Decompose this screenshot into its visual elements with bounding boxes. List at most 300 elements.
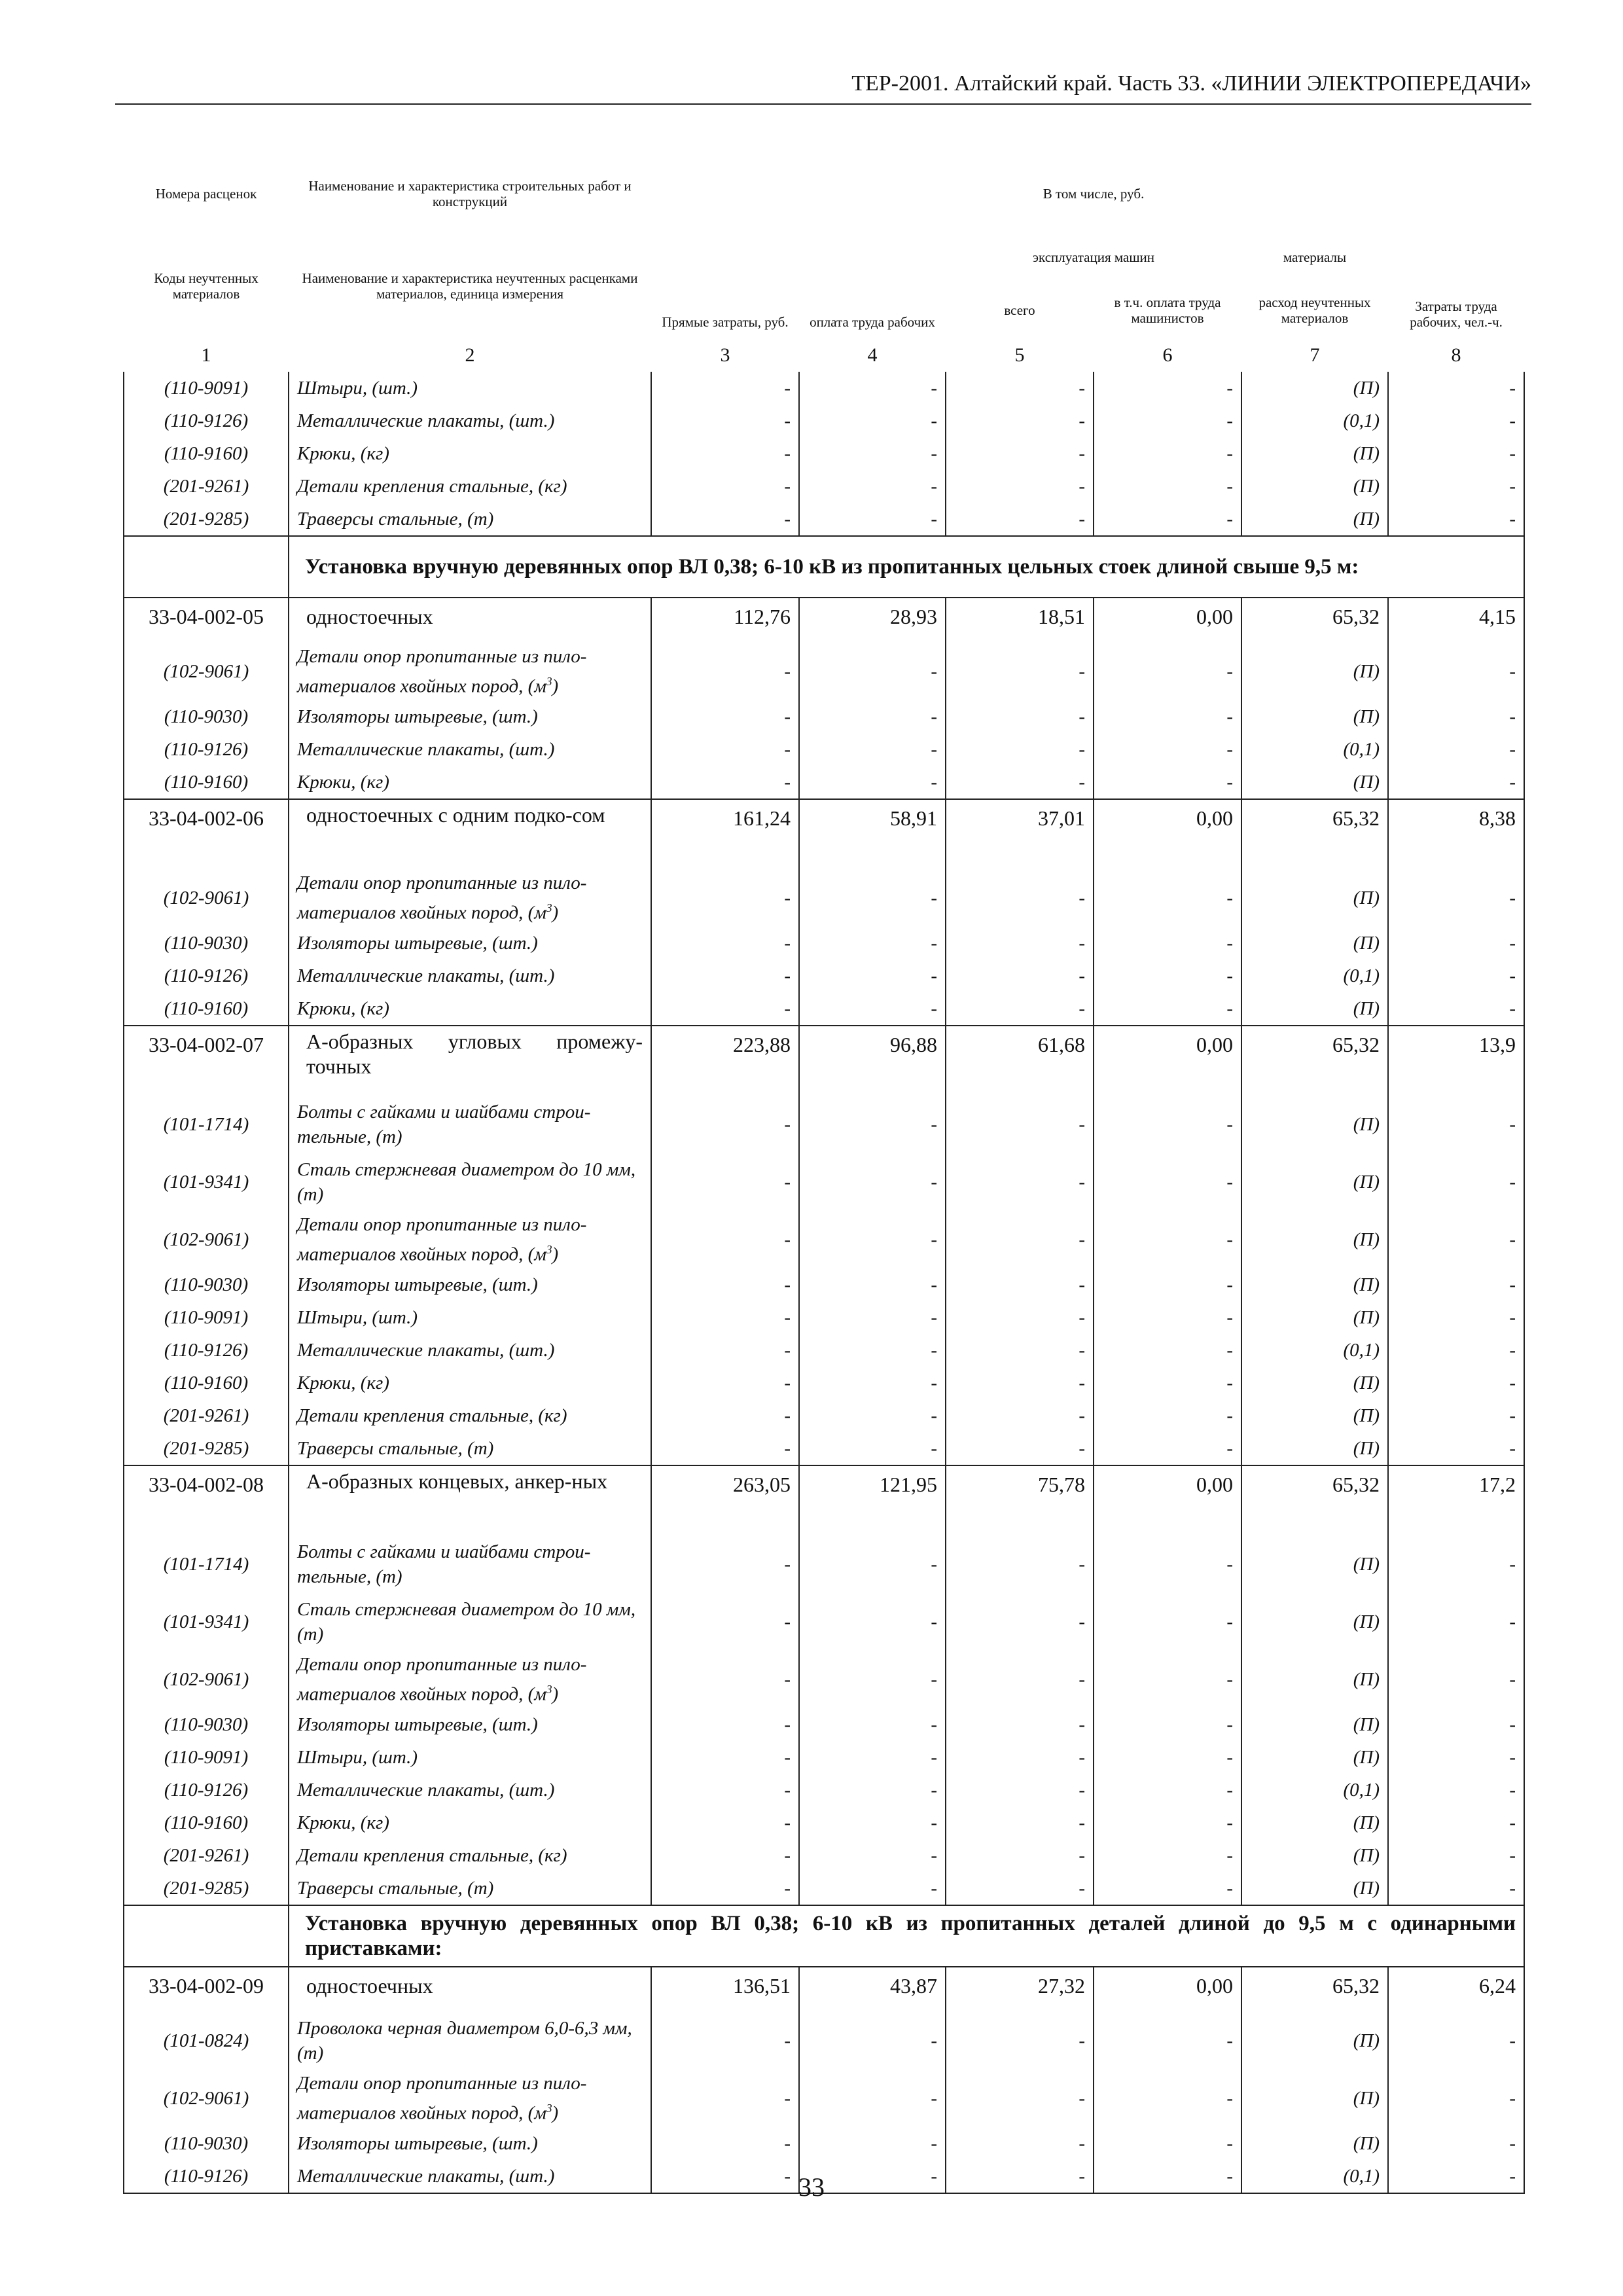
material-row <box>124 733 1524 766</box>
work-name: А-образных угловых промежу-точных <box>289 1026 651 1096</box>
unit-close: ) <box>552 902 559 924</box>
value-c5: - <box>946 1806 1094 1839</box>
material-name <box>289 1651 651 1708</box>
material-row <box>124 1741 1524 1774</box>
material-code: (110-9091) <box>124 372 289 404</box>
column-number: 4 <box>867 344 878 366</box>
material-name: Траверсы стальные, (т) <box>289 1432 651 1465</box>
value-c3: 112,76 <box>651 598 799 643</box>
material-row <box>124 1399 1524 1432</box>
value-c5: - <box>946 1334 1094 1367</box>
material-row <box>124 437 1524 470</box>
value-c8: - <box>1388 1806 1524 1839</box>
value-c5: - <box>946 1535 1094 1593</box>
value-c5: - <box>946 766 1094 799</box>
value-c5: - <box>946 1708 1094 1741</box>
material-row <box>124 1774 1524 1806</box>
value-c5: 61,68 <box>946 1026 1094 1096</box>
value-c6: - <box>1094 372 1241 404</box>
value-c5: - <box>946 372 1094 404</box>
material-code: (101-1714) <box>124 1535 289 1593</box>
material-name: Изоляторы штыревые, (шт.) <box>289 1708 651 1741</box>
value-c3: - <box>651 2070 799 2127</box>
column-number-row <box>124 339 1524 372</box>
value-c6: - <box>1094 2127 1241 2160</box>
value-c8: - <box>1388 1096 1524 1153</box>
material-row <box>124 1872 1524 1905</box>
material-code: (201-9261) <box>124 470 289 503</box>
material-row <box>124 992 1524 1026</box>
value-c3: - <box>651 1593 799 1651</box>
value-c8: - <box>1388 700 1524 733</box>
rate-code: 33-04-002-09 <box>124 1967 289 2012</box>
column-number: 2 <box>465 344 475 366</box>
header-col5: всего <box>1004 302 1035 318</box>
value-c6: - <box>1094 1096 1241 1153</box>
value-c5: - <box>946 470 1094 503</box>
value-c6: - <box>1094 700 1241 733</box>
material-code: (201-9285) <box>124 503 289 536</box>
value-c6: - <box>1094 1651 1241 1708</box>
header-group: В том числе, руб. <box>1043 186 1145 202</box>
unit-exponent: 3 <box>546 2102 552 2115</box>
material-name: Траверсы стальные, (т) <box>289 503 651 536</box>
unit-close: ) <box>552 1683 559 1705</box>
value-c7: (П) <box>1241 992 1388 1026</box>
value-c3: 161,24 <box>651 799 799 869</box>
value-c3: - <box>651 960 799 992</box>
value-c4: - <box>799 1399 946 1432</box>
material-name: Крюки, (кг) <box>289 766 651 799</box>
value-c7: (П) <box>1241 2070 1388 2127</box>
value-c4: - <box>799 404 946 437</box>
value-c7: (П) <box>1241 1593 1388 1651</box>
material-name-text: Детали опор пропитанные из пило-материалов хвойных пород, (м <box>297 872 587 924</box>
rate-row <box>124 799 1524 869</box>
value-c8: - <box>1388 869 1524 927</box>
value-c4: 28,93 <box>799 598 946 643</box>
value-c8: - <box>1388 1399 1524 1432</box>
value-c5: - <box>946 2012 1094 2070</box>
value-c7: (П) <box>1241 1708 1388 1741</box>
material-name: Траверсы стальные, (т) <box>289 1872 651 1905</box>
value-c5: 75,78 <box>946 1465 1094 1535</box>
value-c3: - <box>651 1334 799 1367</box>
value-c3: - <box>651 2012 799 2070</box>
material-name: Штыри, (шт.) <box>289 372 651 404</box>
column-number: 3 <box>720 344 730 366</box>
value-c8: 6,24 <box>1388 1967 1524 2012</box>
value-c5: - <box>946 733 1094 766</box>
value-c7: (П) <box>1241 869 1388 927</box>
material-row <box>124 1535 1524 1593</box>
value-c7: (П) <box>1241 1153 1388 1211</box>
material-code: (201-9261) <box>124 1839 289 1872</box>
material-row <box>124 960 1524 992</box>
value-c8: - <box>1388 1367 1524 1399</box>
value-c3: - <box>651 1268 799 1301</box>
value-c3: - <box>651 372 799 404</box>
value-c4: - <box>799 437 946 470</box>
value-c3: - <box>651 1432 799 1465</box>
value-c7: (П) <box>1241 1741 1388 1774</box>
value-c5: - <box>946 927 1094 960</box>
value-c6: - <box>1094 1872 1241 1905</box>
value-c8: - <box>1388 503 1524 536</box>
material-row <box>124 404 1524 437</box>
material-code: (102-9061) <box>124 869 289 927</box>
value-c6: - <box>1094 2160 1241 2193</box>
value-c4: - <box>799 470 946 503</box>
header-machines: эксплуатация машин <box>1033 249 1154 265</box>
material-name: Сталь стержневая диаметром до 10 мм, (т) <box>289 1593 651 1651</box>
value-c8: - <box>1388 1211 1524 1268</box>
rates-table <box>123 154 1525 2194</box>
value-c4: - <box>799 1708 946 1741</box>
value-c4: - <box>799 2070 946 2127</box>
value-c8: - <box>1388 1774 1524 1806</box>
value-c7: (П) <box>1241 1096 1388 1153</box>
rate-code: 33-04-002-07 <box>124 1026 289 1096</box>
value-c4: - <box>799 869 946 927</box>
material-name: Болты с гайками и шайбами строи-тельные, (т) <box>289 1096 651 1153</box>
material-name <box>289 1211 651 1268</box>
material-row <box>124 1096 1524 1153</box>
value-c7: (П) <box>1241 437 1388 470</box>
value-c4: - <box>799 1432 946 1465</box>
material-code: (110-9160) <box>124 766 289 799</box>
work-name: одностоечных <box>289 598 651 643</box>
rate-code: 33-04-002-08 <box>124 1465 289 1535</box>
material-row <box>124 1301 1524 1334</box>
value-c3: - <box>651 1301 799 1334</box>
material-code: (102-9061) <box>124 1651 289 1708</box>
material-row <box>124 372 1524 404</box>
value-c8: - <box>1388 643 1524 700</box>
value-c6: - <box>1094 1593 1241 1651</box>
value-c8: - <box>1388 1268 1524 1301</box>
header-col6: в т.ч. оплата труда машинистов <box>1114 295 1221 326</box>
value-c7: (П) <box>1241 1268 1388 1301</box>
value-c4: 58,91 <box>799 799 946 869</box>
value-c3: 263,05 <box>651 1465 799 1535</box>
value-c8: - <box>1388 470 1524 503</box>
value-c7: (П) <box>1241 470 1388 503</box>
material-name <box>289 2070 651 2127</box>
material-row <box>124 869 1524 927</box>
value-c3: - <box>651 1806 799 1839</box>
material-code: (110-9030) <box>124 1708 289 1741</box>
material-name: Штыри, (шт.) <box>289 1741 651 1774</box>
material-code: (201-9285) <box>124 1872 289 1905</box>
value-c6: - <box>1094 1268 1241 1301</box>
value-c3: - <box>651 2127 799 2160</box>
value-c4: - <box>799 1367 946 1399</box>
material-name: Крюки, (кг) <box>289 1367 651 1399</box>
value-c6: - <box>1094 1839 1241 1872</box>
value-c4: - <box>799 1535 946 1593</box>
value-c6: 0,00 <box>1094 1026 1241 1096</box>
value-c4: - <box>799 643 946 700</box>
value-c4: 43,87 <box>799 1967 946 2012</box>
section-heading-row <box>124 536 1524 598</box>
material-name: Изоляторы штыревые, (шт.) <box>289 700 651 733</box>
value-c7: (П) <box>1241 700 1388 733</box>
value-c6: 0,00 <box>1094 799 1241 869</box>
value-c6: - <box>1094 1153 1241 1211</box>
column-number: 6 <box>1162 344 1173 366</box>
material-row <box>124 1153 1524 1211</box>
value-c3: - <box>651 1741 799 1774</box>
value-c6: - <box>1094 1741 1241 1774</box>
value-c4: - <box>799 1872 946 1905</box>
value-c4: 121,95 <box>799 1465 946 1535</box>
value-c5: - <box>946 404 1094 437</box>
section-empty-cell <box>124 536 289 598</box>
value-c7: (П) <box>1241 1301 1388 1334</box>
value-c6: 0,00 <box>1094 1967 1241 2012</box>
value-c8: - <box>1388 960 1524 992</box>
header-col2-top: Наименование и характеристика строительных работ и конструкций <box>308 178 632 209</box>
material-code: (102-9061) <box>124 2070 289 2127</box>
work-name: одностоечных <box>289 1967 651 2012</box>
value-c4: - <box>799 1153 946 1211</box>
material-row <box>124 766 1524 799</box>
material-row <box>124 1651 1524 1708</box>
material-row <box>124 1432 1524 1465</box>
material-name: Металлические плакаты, (шт.) <box>289 960 651 992</box>
value-c8: - <box>1388 2160 1524 2193</box>
value-c4: - <box>799 503 946 536</box>
material-name: Изоляторы штыревые, (шт.) <box>289 927 651 960</box>
value-c8: - <box>1388 1872 1524 1905</box>
value-c5: 18,51 <box>946 598 1094 643</box>
running-header: ТЕР-2001. Алтайский край. Часть 33. «ЛИНИИ ЭЛЕКТРОПЕРЕДАЧИ» <box>851 71 1531 96</box>
material-name <box>289 643 651 700</box>
value-c7: (П) <box>1241 643 1388 700</box>
value-c3: - <box>651 869 799 927</box>
value-c3: 223,88 <box>651 1026 799 1096</box>
rate-row <box>124 598 1524 643</box>
value-c3: - <box>651 1774 799 1806</box>
value-c6: - <box>1094 1708 1241 1741</box>
value-c6: - <box>1094 1334 1241 1367</box>
value-c8: - <box>1388 1432 1524 1465</box>
value-c3: - <box>651 1708 799 1741</box>
material-code: (101-9341) <box>124 1153 289 1211</box>
value-c6: - <box>1094 1367 1241 1399</box>
material-code: (102-9061) <box>124 1211 289 1268</box>
value-c4: - <box>799 2127 946 2160</box>
value-c5: - <box>946 643 1094 700</box>
value-c8: - <box>1388 1708 1524 1741</box>
value-c4: - <box>799 1334 946 1367</box>
value-c6: - <box>1094 869 1241 927</box>
value-c7: (0,1) <box>1241 1334 1388 1367</box>
material-code: (110-9160) <box>124 992 289 1026</box>
value-c3: - <box>651 1399 799 1432</box>
material-code: (110-9160) <box>124 1806 289 1839</box>
value-c3: - <box>651 733 799 766</box>
value-c3: - <box>651 1211 799 1268</box>
header-materials: материалы <box>1283 249 1347 265</box>
value-c4: - <box>799 1096 946 1153</box>
value-c3: - <box>651 1839 799 1872</box>
material-code: (101-0824) <box>124 2012 289 2070</box>
material-row <box>124 1806 1524 1839</box>
value-c7: (П) <box>1241 503 1388 536</box>
material-code: (101-9341) <box>124 1593 289 1651</box>
header-col3: Прямые затраты, руб. <box>662 314 789 330</box>
material-name-text: Детали опор пропитанные из пило-материалов хвойных пород, (м <box>297 2073 587 2124</box>
value-c7: (П) <box>1241 1432 1388 1465</box>
material-name: Болты с гайками и шайбами строи-тельные, (т) <box>289 1535 651 1593</box>
value-c6: - <box>1094 1399 1241 1432</box>
value-c7: (0,1) <box>1241 960 1388 992</box>
value-c6: - <box>1094 643 1241 700</box>
value-c6: - <box>1094 927 1241 960</box>
material-code: (110-9030) <box>124 700 289 733</box>
value-c6: - <box>1094 2070 1241 2127</box>
value-c7: (П) <box>1241 372 1388 404</box>
value-c7: 65,32 <box>1241 1465 1388 1535</box>
value-c7: (П) <box>1241 2012 1388 2070</box>
material-code: (101-1714) <box>124 1096 289 1153</box>
rate-row <box>124 1026 1524 1096</box>
value-c3: - <box>651 643 799 700</box>
material-name: Детали крепления стальные, (кг) <box>289 1839 651 1872</box>
value-c3: - <box>651 927 799 960</box>
value-c8: - <box>1388 372 1524 404</box>
header-col7: расход неучтенных материалов <box>1258 295 1371 326</box>
unit-exponent: 3 <box>546 1683 552 1696</box>
value-c5: - <box>946 1153 1094 1211</box>
column-number: 1 <box>201 344 211 366</box>
value-c5: - <box>946 1096 1094 1153</box>
value-c6: - <box>1094 1211 1241 1268</box>
unit-close: ) <box>552 2102 559 2124</box>
material-row <box>124 2127 1524 2160</box>
value-c4: - <box>799 1651 946 1708</box>
value-c7: (0,1) <box>1241 733 1388 766</box>
value-c5: 27,32 <box>946 1967 1094 2012</box>
value-c8: 8,38 <box>1388 799 1524 869</box>
value-c5: - <box>946 1399 1094 1432</box>
value-c5: - <box>946 1211 1094 1268</box>
value-c6: - <box>1094 470 1241 503</box>
value-c7: (П) <box>1241 1806 1388 1839</box>
value-c3: - <box>651 1367 799 1399</box>
value-c4: - <box>799 1268 946 1301</box>
material-row <box>124 700 1524 733</box>
value-c6: - <box>1094 1774 1241 1806</box>
value-c8: - <box>1388 1535 1524 1593</box>
value-c3: - <box>651 1872 799 1905</box>
value-c3: - <box>651 766 799 799</box>
value-c6: - <box>1094 992 1241 1026</box>
value-c3: - <box>651 1651 799 1708</box>
material-row <box>124 927 1524 960</box>
value-c3: - <box>651 503 799 536</box>
value-c5: - <box>946 1367 1094 1399</box>
unit-exponent: 3 <box>546 675 552 689</box>
value-c4: - <box>799 1301 946 1334</box>
material-name: Металлические плакаты, (шт.) <box>289 404 651 437</box>
material-code: (110-9126) <box>124 404 289 437</box>
rate-code: 33-04-002-06 <box>124 799 289 869</box>
material-code: (110-9091) <box>124 1301 289 1334</box>
value-c5: - <box>946 1268 1094 1301</box>
value-c8: - <box>1388 437 1524 470</box>
unit-close: ) <box>552 675 559 697</box>
value-c5: - <box>946 2160 1094 2193</box>
material-name: Штыри, (шт.) <box>289 1301 651 1334</box>
material-name: Металлические плакаты, (шт.) <box>289 1334 651 1367</box>
header-col2-bottom: Наименование и характеристика неучтенных расценками материалов, единица измерения <box>302 270 638 302</box>
material-name <box>289 869 651 927</box>
value-c3: - <box>651 1535 799 1593</box>
value-c8: - <box>1388 2070 1524 2127</box>
rate-row <box>124 1967 1524 2012</box>
value-c3: - <box>651 1153 799 1211</box>
value-c6: 0,00 <box>1094 598 1241 643</box>
section-title: Установка вручную деревянных опор ВЛ 0,38; 6-10 кВ из пропитанных цельных стоек длиной свыше 9,5 м: <box>289 536 1524 598</box>
value-c6: 0,00 <box>1094 1465 1241 1535</box>
material-row <box>124 1839 1524 1872</box>
value-c5: - <box>946 2070 1094 2127</box>
value-c8: 17,2 <box>1388 1465 1524 1535</box>
value-c7: (П) <box>1241 1211 1388 1268</box>
value-c5: - <box>946 1839 1094 1872</box>
value-c4: - <box>799 960 946 992</box>
value-c4: 96,88 <box>799 1026 946 1096</box>
section-heading-row <box>124 1905 1524 1967</box>
value-c6: - <box>1094 1432 1241 1465</box>
value-c4: - <box>799 1806 946 1839</box>
material-code: (110-9030) <box>124 1268 289 1301</box>
value-c7: (П) <box>1241 766 1388 799</box>
value-c6: - <box>1094 960 1241 992</box>
value-c3: - <box>651 700 799 733</box>
work-name: А-образных концевых, анкер-ных <box>289 1465 651 1535</box>
value-c8: 4,15 <box>1388 598 1524 643</box>
value-c5: 37,01 <box>946 799 1094 869</box>
material-code: (110-9126) <box>124 1334 289 1367</box>
material-code: (110-9126) <box>124 2160 289 2193</box>
material-row <box>124 643 1524 700</box>
material-row <box>124 1593 1524 1651</box>
header-col8: Затраты труда рабочих, чел.-ч. <box>1410 298 1503 330</box>
value-c8: - <box>1388 1741 1524 1774</box>
value-c6: - <box>1094 1806 1241 1839</box>
material-row <box>124 1708 1524 1741</box>
value-c3: - <box>651 2160 799 2193</box>
value-c4: - <box>799 927 946 960</box>
material-code: (110-9160) <box>124 1367 289 1399</box>
work-name: одностоечных с одним подко-сом <box>289 799 651 869</box>
value-c6: - <box>1094 437 1241 470</box>
value-c7: (П) <box>1241 1651 1388 1708</box>
value-c4: - <box>799 1593 946 1651</box>
material-name: Крюки, (кг) <box>289 992 651 1026</box>
value-c3: - <box>651 992 799 1026</box>
section-title: Установка вручную деревянных опор ВЛ 0,38; 6-10 кВ из пропитанных деталей длиной до 9,5 м с одинарными приставками: <box>289 1905 1524 1967</box>
value-c6: - <box>1094 2012 1241 2070</box>
material-code: (201-9261) <box>124 1399 289 1432</box>
material-name-text: Детали опор пропитанные из пило-материалов хвойных пород, (м <box>297 1654 587 1705</box>
header-rule <box>115 103 1531 105</box>
value-c5: - <box>946 700 1094 733</box>
